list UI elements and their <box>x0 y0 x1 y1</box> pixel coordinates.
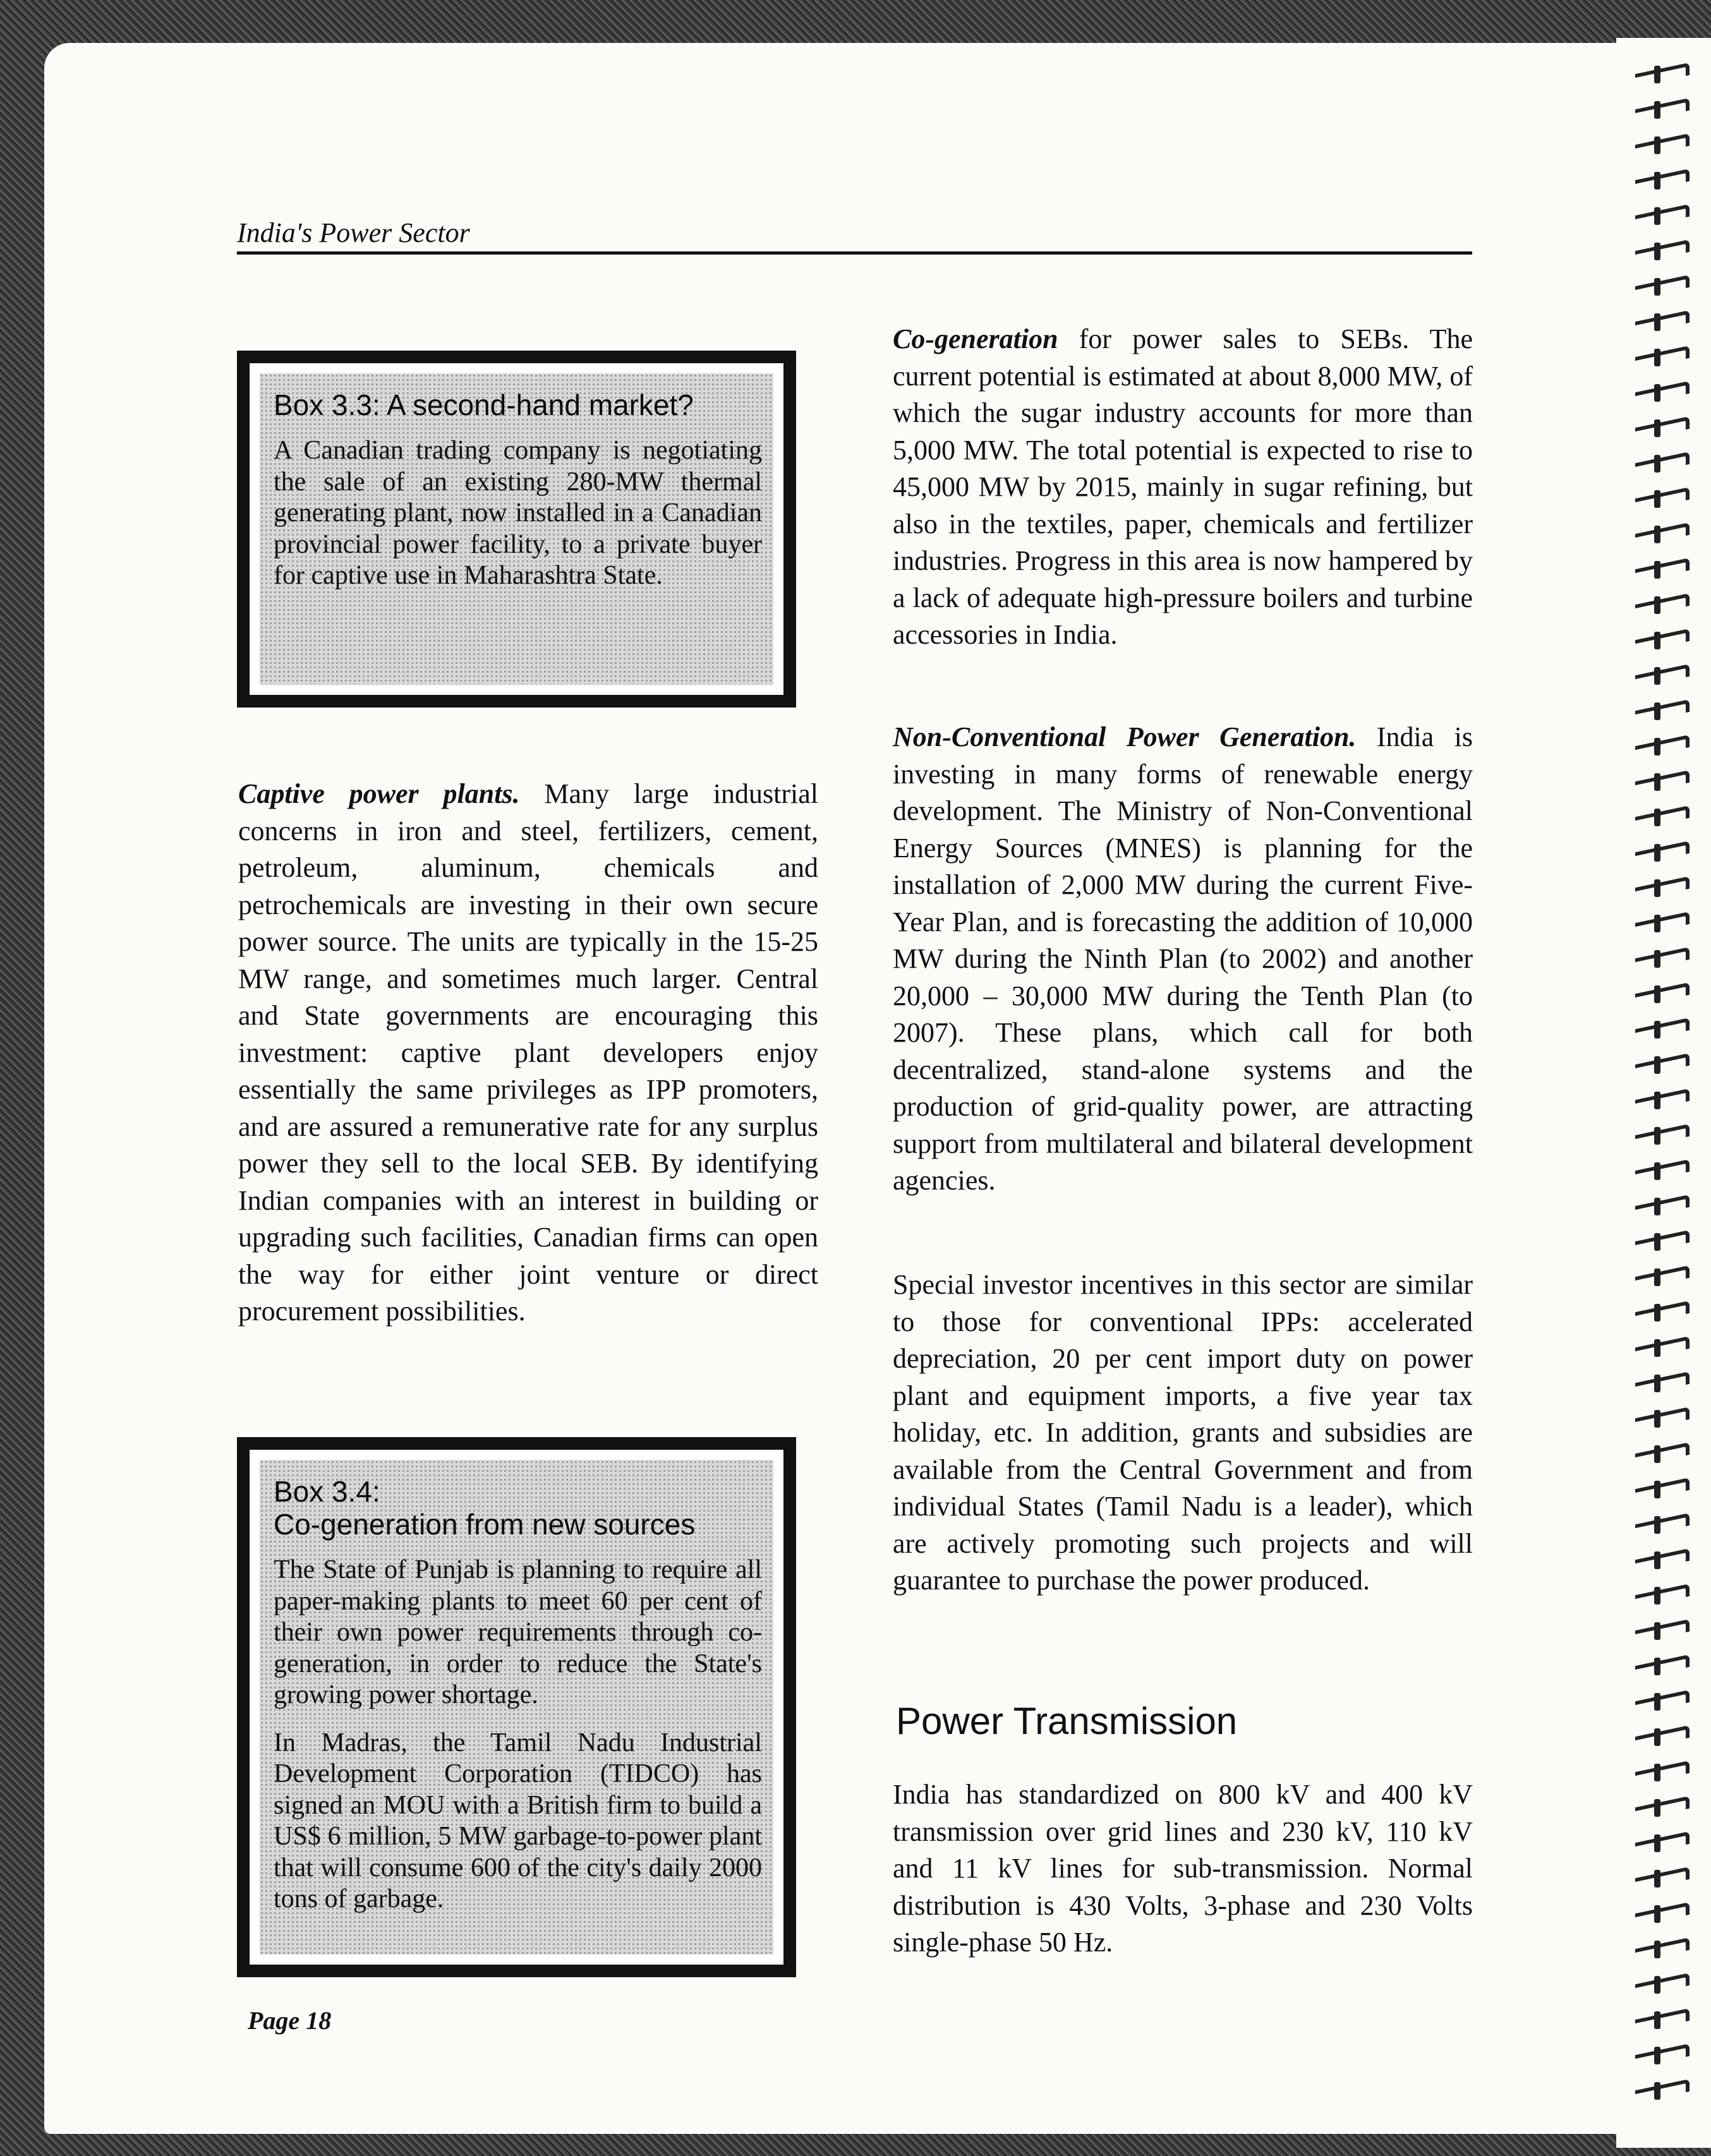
box-3-3-title: Box 3.3: A second-hand market? <box>274 388 694 421</box>
spiral-coil <box>1629 1160 1698 1181</box>
spiral-coil <box>1629 488 1698 509</box>
box-3-4-title-line2: Co-generation from new sources <box>274 1508 696 1541</box>
spiral-coil <box>1629 134 1698 155</box>
spiral-coil <box>1629 1124 1698 1146</box>
spiral-coil <box>1629 1690 1698 1712</box>
spiral-coil <box>1629 275 1698 297</box>
spiral-coil <box>1629 1938 1698 1960</box>
spiral-coil <box>1629 169 1698 191</box>
box-3-3 <box>237 351 796 708</box>
spiral-coil <box>1629 735 1698 757</box>
cogen-runin: Co-generation <box>893 323 1058 354</box>
spiral-coil <box>1629 1231 1698 1252</box>
spiral-coil <box>1629 1655 1698 1677</box>
incentives-paragraph: Special investor incentives in this sector are similar to those for conventional IPPs: accelerated depreciation, 20 per cent import duty on power plant and equipment imports, a five year tax holiday, etc. In addition, grants and subsidies are available from the Central Government and from individual States (Tamil Nadu is a leader), which are actively promoting such projects and will guarantee to purchase the power produced. <box>893 1269 1473 1596</box>
spiral-coil <box>1629 948 1698 969</box>
nonconv-runin: Non-Conventional Power Generation. <box>893 721 1357 752</box>
spiral-coil <box>1629 1584 1698 1606</box>
box-3-4-content <box>260 1460 773 1954</box>
spiral-coil <box>1629 1089 1698 1111</box>
spiral-coil <box>1629 99 1698 120</box>
spiral-coil <box>1629 1726 1698 1747</box>
right-column-incentives <box>893 1267 1473 1599</box>
section-heading-power-transmission: Power Transmission <box>896 1700 1238 1742</box>
spiral-coil <box>1629 1797 1698 1818</box>
spiral-coil <box>1629 629 1698 651</box>
spiral-binding <box>1616 38 1711 2148</box>
transmission-paragraph: India has standardized on 800 kV and 400 kV transmission over grid lines and 230 kV, 110 kV and 11 kV lines for sub-transmission. Normal distribution is 430 Volts, 3-phase and 230 Volts single-phase 50 Hz. <box>893 1779 1473 1958</box>
box-3-3-body: A Canadian trading company is negotiating the sale of an existing 280-MW thermal generating plant, now installed in a Canadian provincial power facility, to a private buyer for captive use in Maharashtra State. <box>274 436 762 590</box>
spiral-coil <box>1629 417 1698 438</box>
page-number: Page 18 <box>248 2006 332 2035</box>
spiral-coil <box>1629 523 1698 545</box>
spiral-coil <box>1629 1443 1698 1464</box>
spiral-coil <box>1629 912 1698 934</box>
spiral-coil <box>1629 841 1698 863</box>
spiral-coil <box>1629 311 1698 332</box>
right-column-transmission <box>893 1776 1473 1961</box>
spiral-coil <box>1629 806 1698 828</box>
spiral-coil <box>1629 1266 1698 1287</box>
box-3-4 <box>237 1437 796 1977</box>
box-3-4-para1: The State of Punjab is planning to require all paper-making plants to meet 60 per cent of their own power requirements through co-generation, in order to reduce the State's growing power shortage. <box>274 1555 762 1709</box>
spiral-coil <box>1629 1903 1698 1924</box>
cogen-paragraph <box>893 321 1473 654</box>
nonconv-text: India is investing in many forms of renewable energy development. The Ministry of Non-Conventional Energy Sources (MNES) is planning for the installation of 2,000 MW during the current Five-Year Plan, and is forecasting the addition of 10,000 MW during the Ninth Plan (to 2002) and another 20,000 – 30,000 MW during the Tenth Plan (to 2007). These plans, which call for both decentralized, stand-alone systems and the production of grid-quality power, are attracting support from multilateral and bilateral development agencies. <box>893 721 1473 1196</box>
nonconv-paragraph <box>893 719 1473 1200</box>
spiral-coil <box>1629 346 1698 368</box>
spiral-coil <box>1629 1514 1698 1535</box>
spiral-coil <box>1629 1867 1698 1889</box>
right-column-top <box>893 321 1473 654</box>
spiral-coil <box>1629 1761 1698 1783</box>
spiral-coil <box>1629 1832 1698 1853</box>
spiral-coil <box>1629 1372 1698 1394</box>
spiral-coil <box>1629 1549 1698 1570</box>
spiral-coil <box>1629 700 1698 721</box>
spiral-coil <box>1629 558 1698 580</box>
box-3-4-title <box>274 1475 762 1541</box>
right-column-nonconv <box>893 719 1473 1200</box>
spiral-coil <box>1629 2080 1698 2101</box>
spiral-coil <box>1629 240 1698 262</box>
spiral-coil <box>1629 63 1698 85</box>
spiral-coil <box>1629 594 1698 615</box>
captive-runin: Captive power plants. <box>238 778 520 809</box>
spiral-coil <box>1629 2044 1698 2066</box>
spiral-coil <box>1629 1478 1698 1500</box>
spiral-coil <box>1629 1620 1698 1641</box>
spiral-coil <box>1629 1054 1698 1075</box>
spiral-coil <box>1629 1301 1698 1323</box>
captive-paragraph <box>238 776 818 1330</box>
box-3-4-para2: In Madras, the Tamil Nadu Industrial Development Corporation (TIDCO) has signed an MOU with a British firm to build a US$ 6 million, 5 MW garbage-to-power plant that will consume 600 of the city's daily 2000 tons of garbage. <box>274 1728 762 1913</box>
spiral-coil <box>1629 1018 1698 1040</box>
running-head: India's Power Sector <box>237 217 1472 255</box>
spiral-coil <box>1629 983 1698 1004</box>
box-3-4-title-line1: Box 3.4: <box>274 1475 380 1508</box>
spiral-coil <box>1629 1973 1698 1995</box>
spiral-coil <box>1629 382 1698 403</box>
spiral-coil <box>1629 1407 1698 1429</box>
spiral-coil <box>1629 1195 1698 1217</box>
spiral-coil <box>1629 665 1698 686</box>
spiral-coil <box>1629 205 1698 226</box>
left-column <box>238 776 818 1330</box>
spiral-coil <box>1629 877 1698 898</box>
spiral-coil <box>1629 2009 1698 2030</box>
spiral-coil <box>1629 1337 1698 1358</box>
spiral-coil <box>1629 452 1698 474</box>
box-3-3-content <box>260 373 773 685</box>
cogen-text: for power sales to SEBs. The current potential is estimated at about 8,000 MW, of which the sugar industry accounts for more than 5,000 MW. The total potential is expected to rise to 45,000 MW by 2015, mainly in sugar refining, but also in the textiles, paper, chemicals and fertilizer industries. Progress in this area is now hampered by a lack of adequate high-pressure boilers and turbine accessories in India. <box>893 323 1473 650</box>
spiral-coil <box>1629 771 1698 792</box>
captive-text: Many large industrial concerns in iron and steel, fertilizers, cement, petroleum, aluminum, chemicals and petrochemicals are investing in their own secure power source. The units are typically in the 15-25 MW range, and sometimes much larger. Central and State governments are encouraging this investment: captive plant developers enjoy essentially the same privileges as IPP promoters, and are assured a remunerative rate for any surplus power they sell to the local SEB. By identifying Indian companies with an interest in building or upgrading such facilities, Canadian firms can open the way for either joint venture or direct procurement possibilities. <box>238 778 819 1327</box>
